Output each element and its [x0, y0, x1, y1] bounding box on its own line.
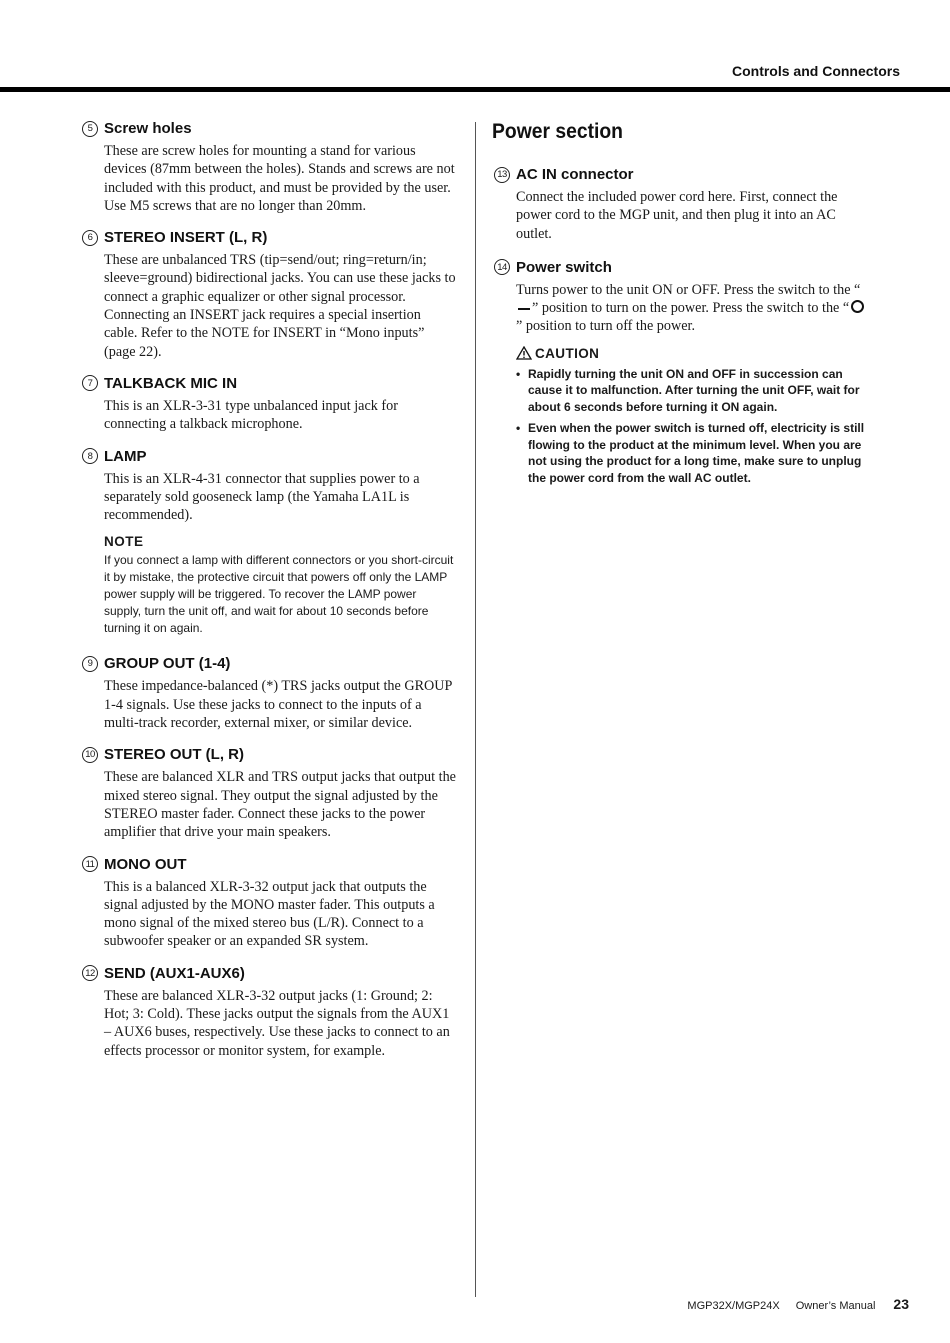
caution-heading — [516, 346, 870, 361]
left-column — [80, 120, 456, 1074]
footer-manual: Owner’s Manual — [795, 1300, 876, 1312]
warning-triangle-icon — [516, 346, 532, 360]
caution-item: • Even when the power switch is turned off, electricity is still flowing to the product at the minimum level. When you are not using the product for a long time, make sure to unplug the power cord from the wall AC outlet. — [516, 420, 870, 486]
section-body: This is an XLR-3-31 type unbalanced input jack for connecting a talkback microphone. — [104, 397, 398, 433]
power-switch-line1: Turns power to the unit ON or OFF. Press the switch to the — [516, 281, 851, 298]
section-talkback-mic-in — [80, 375, 456, 434]
item-number: 6 — [82, 230, 98, 246]
open-quote: “ — [842, 300, 850, 317]
section-title: Screw holes — [104, 120, 192, 137]
note-label: NOTE — [104, 534, 144, 550]
section-stereo-insert — [80, 229, 456, 361]
power-on-symbol-icon — [518, 308, 530, 310]
section-title: AC IN connector — [516, 166, 634, 183]
item-number: 5 — [82, 121, 98, 137]
page-number: 23 — [893, 1296, 909, 1312]
section-title: LAMP — [104, 447, 147, 465]
power-off-symbol-icon — [851, 300, 864, 313]
section-power-switch — [492, 259, 870, 486]
section-body: This is a balanced XLR-3-32 output jack that outputs the signal adjusted by the MONO master fader. This outputs a mono signal of the mixed stereo bus (L/R). Connect to a subwoofer speaker or an expanded SR system. — [104, 878, 435, 950]
item-number: 9 — [82, 656, 98, 672]
section-body: These impedance-balanced (*) TRS jacks output the GROUP 1-4 signals. Use these jacks to connect to the inputs of a multi-track recorder, external mixer, or similar device. — [104, 678, 452, 732]
caution-item: • Rapidly turning the unit ON and OFF in succession can cause it to malfunction. After turning the unit OFF, wait for about 6 seconds before turning it ON again. — [516, 366, 870, 416]
note-block — [104, 534, 456, 637]
section-screw-holes — [80, 120, 456, 215]
column-divider — [475, 122, 476, 1297]
open-quote: “ — [854, 281, 861, 298]
power-on-text: ” position to turn on the power. Press the switch to the — [532, 300, 840, 317]
section-title: MONO OUT — [104, 855, 187, 873]
note-text: If you connect a lamp with different connectors or you short-circuit it by mistake, the protective circuit that powers off only the LAMP power supply will be triggered. To recover the LAMP power supply, turn the unit off, and wait for about 10 seconds before turning it on again. — [104, 553, 454, 636]
section-group-out — [80, 655, 456, 732]
power-section-title: Power section — [492, 120, 623, 143]
section-send-aux — [80, 965, 456, 1060]
section-stereo-out — [80, 746, 456, 841]
item-number: 11 — [82, 856, 98, 872]
item-number: 13 — [494, 167, 510, 183]
section-title: Power switch — [516, 258, 612, 276]
item-number: 10 — [82, 747, 98, 763]
section-ac-in — [492, 166, 870, 243]
right-column — [492, 120, 870, 500]
section-title: TALKBACK MIC IN — [104, 374, 238, 392]
item-number: 8 — [82, 448, 98, 464]
section-body: These are screw holes for mounting a stand for various devices (87mm between the holes). Stands and screws are not included with this product, and must be provided by the user. Use M5 screws that are no longer than 20mm. — [104, 143, 455, 214]
caution-label: CAUTION — [535, 345, 600, 361]
header-rule — [0, 87, 950, 92]
section-body: These are unbalanced TRS (tip=send/out; ring=return/in; sleeve=ground) bidirectional jacks. You can use these jacks to connect a graphic equalizer or other signal processor. Connecting an INSERT jack requires a special insertion cable. Refer to the NOTE for INSERT in “Mono inputs” (page 22). — [104, 252, 456, 360]
section-title: SEND (AUX1-AUX6) — [104, 964, 245, 982]
item-number: 12 — [82, 965, 98, 981]
section-body: This is an XLR-4-31 connector that supplies power to a separately sold gooseneck lamp (the Yamaha LA1L is recommended). — [104, 470, 420, 524]
section-title: STEREO INSERT (L, R) — [104, 229, 268, 247]
power-off-text: ” position to turn off the power. — [516, 318, 696, 335]
section-body: These are balanced XLR and TRS output jacks that output the mixed stereo signal. They output the signal adjusted by the STEREO master fader. Connect these jacks to the power amplifier that drive your main speakers. — [104, 769, 456, 841]
footer-model: MGP32X/MGP24X — [687, 1300, 780, 1312]
item-number: 14 — [494, 259, 510, 275]
section-title: STEREO OUT (L, R) — [104, 746, 244, 764]
page-header-title: Controls and Connectors — [731, 63, 900, 79]
section-body: These are balanced XLR-3-32 output jacks (1: Ground; 2: Hot; 3: Cold). These jacks output the signals from the AUX1 – AUX6 buses, respectively. Use these jacks to connect to an effects processor or monitor system, for example. — [104, 987, 450, 1059]
section-mono-out — [80, 856, 456, 951]
section-body: Connect the included power cord here. First, connect the power cord to the MGP unit, and then plug it into an AC outlet. — [516, 189, 838, 242]
section-lamp — [80, 448, 456, 638]
page-footer — [687, 1296, 909, 1312]
caution-list — [516, 366, 870, 487]
section-title: GROUP OUT (1-4) — [104, 655, 231, 673]
item-number: 7 — [82, 375, 98, 391]
section-body — [516, 281, 870, 336]
